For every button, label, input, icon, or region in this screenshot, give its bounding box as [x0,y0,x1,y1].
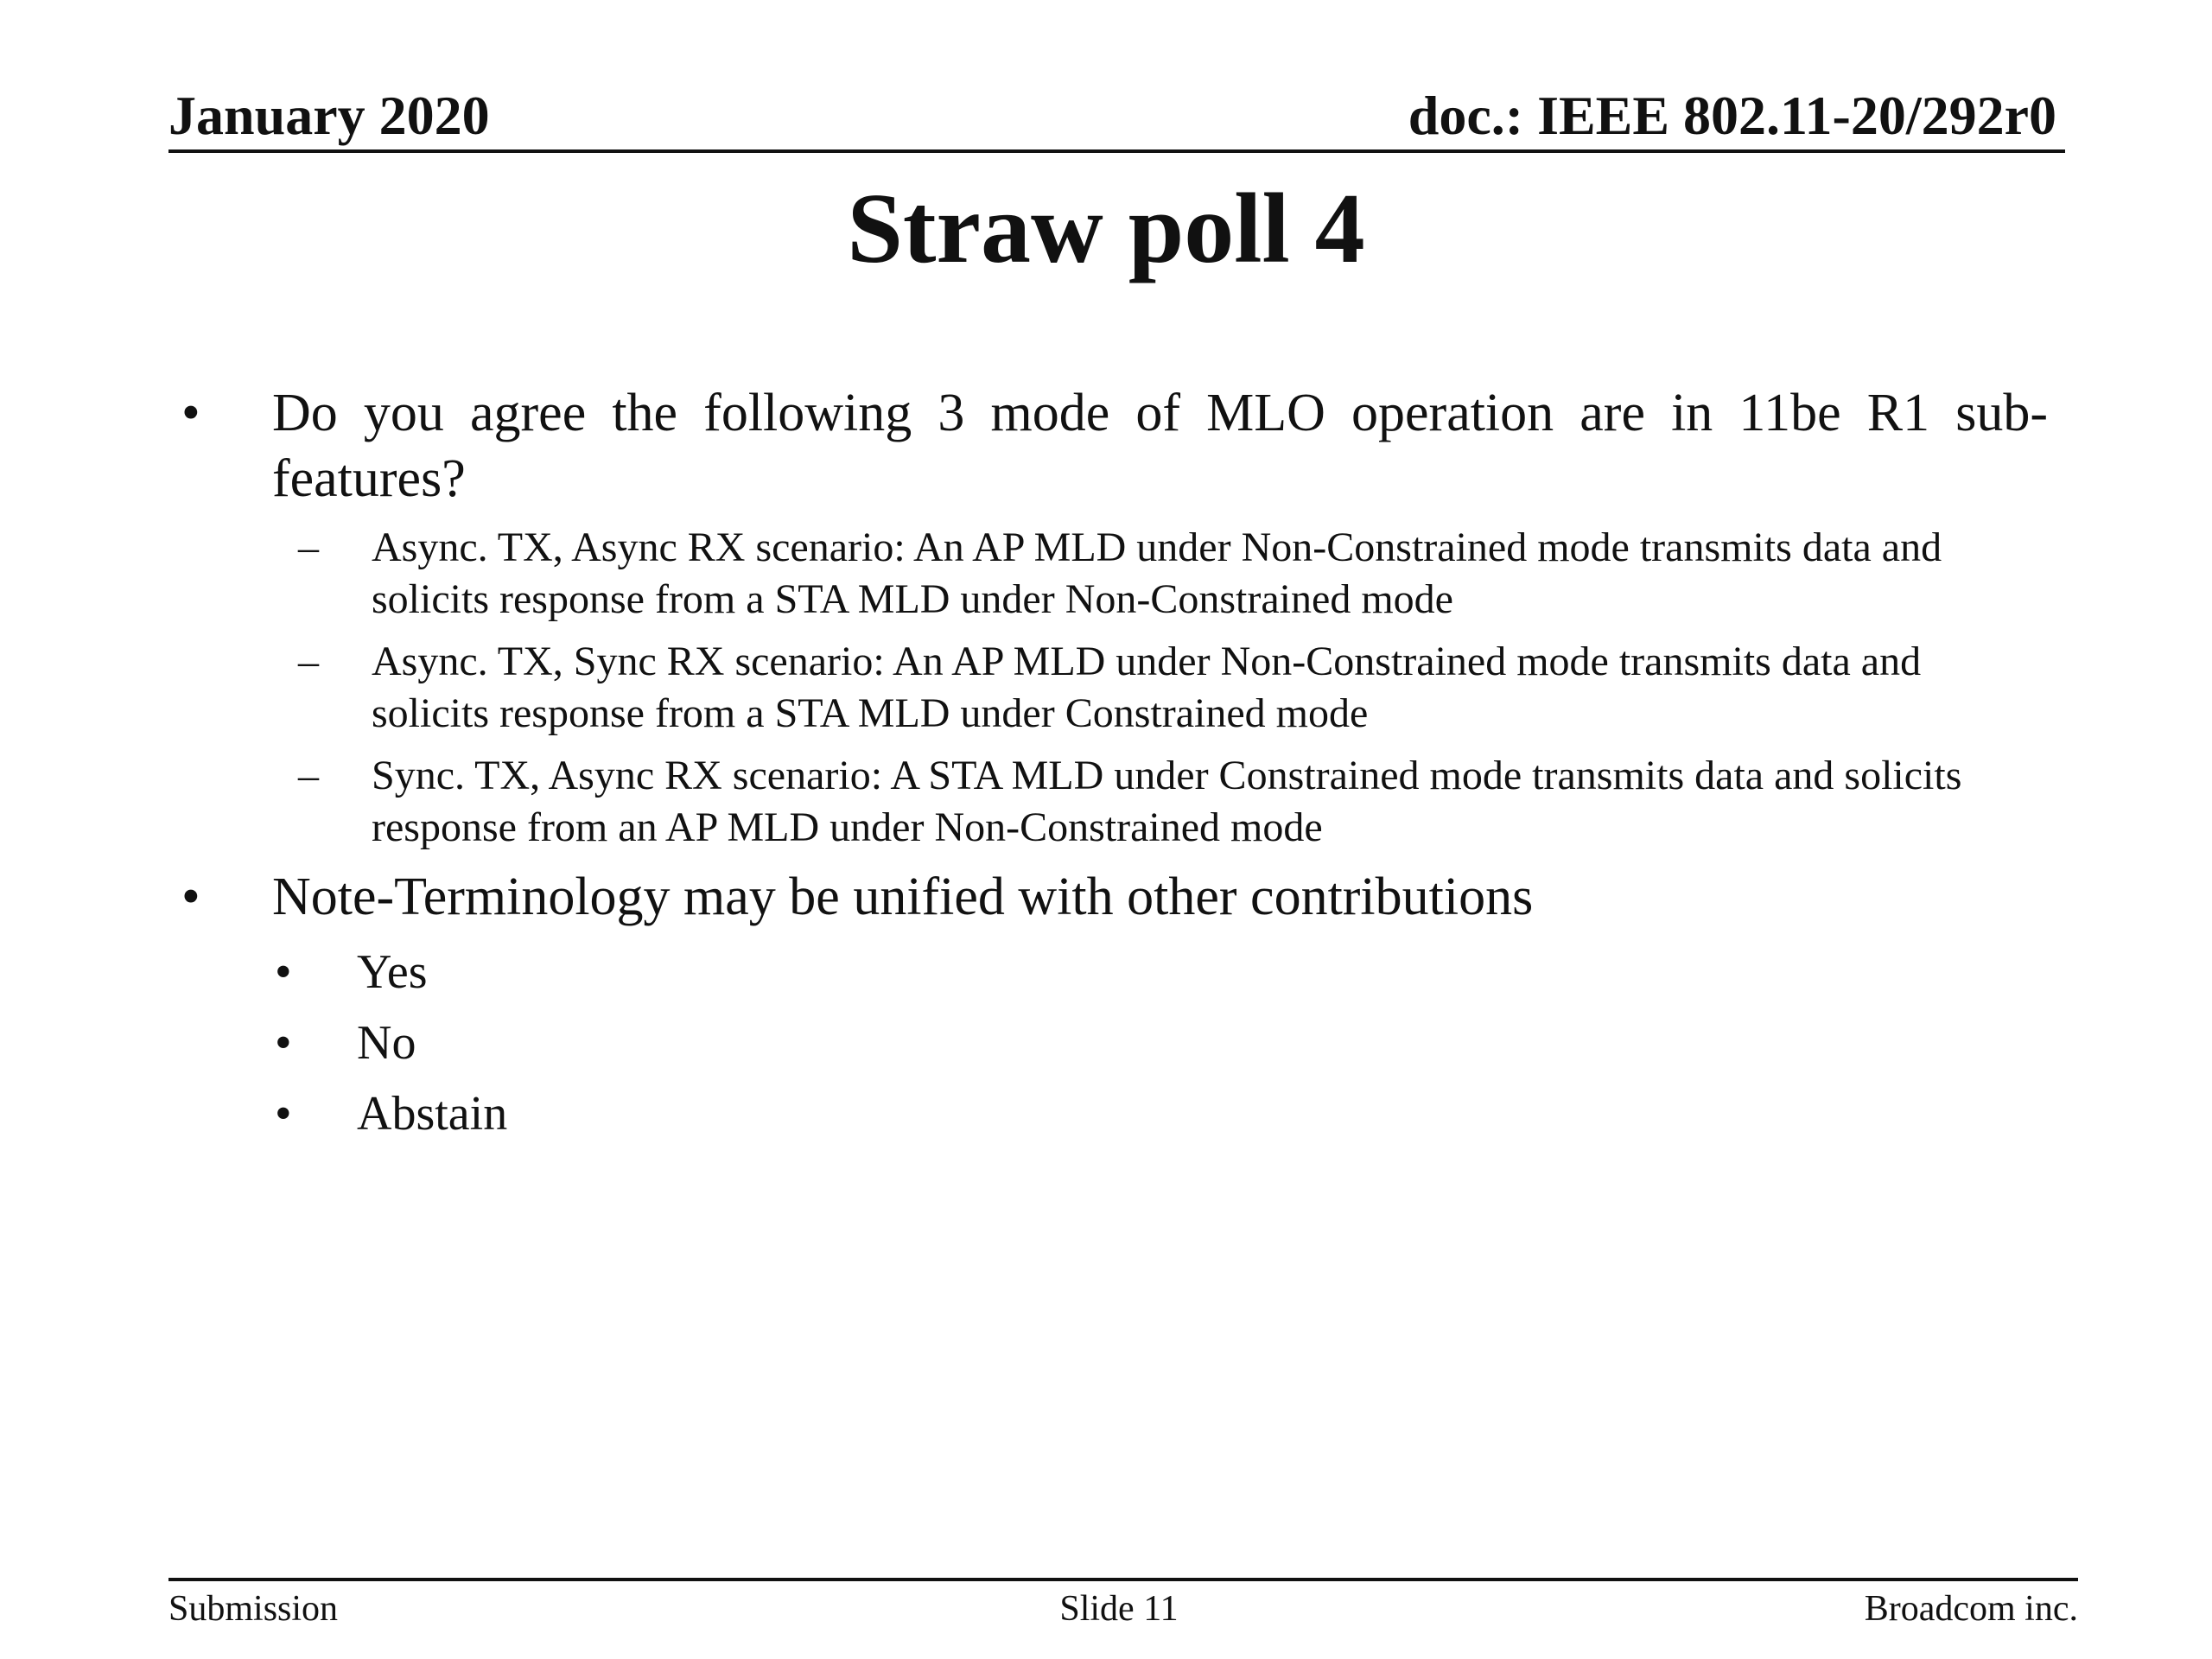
slide-title: Straw poll 4 [847,174,1365,284]
option-label: No [357,1016,416,1070]
sub-item [181,750,2048,854]
slide-body [181,380,2048,1149]
bullet-icon: • [181,384,200,442]
option-label: Yes [357,945,428,999]
question-text: Do you agree the following 3 mode of MLO operation are in 11be R1 sub-features? [272,384,2048,508]
sub-item-text: Async. TX, Async RX scenario: An AP MLD under Non-Constrained mode transmits data and solicits response from a STA MLD under Non-Constrained mode [372,524,1942,622]
sub-item-text: Async. TX, Sync RX scenario: An AP MLD under Non-Constrained mode transmits data and solicits response from a STA MLD under Constrained mode [372,639,1922,736]
option-label: Abstain [357,1087,508,1141]
bullet-icon: • [275,1016,292,1070]
dash-icon: – [298,524,319,570]
question-item [181,380,2048,512]
slide-header [168,82,2065,153]
option-no [181,1007,2048,1078]
dash-icon: – [298,639,319,684]
note-item [181,864,2048,930]
sub-item [181,522,2048,626]
sub-item [181,636,2048,740]
header-document-id: doc.: IEEE 802.11-20/292r0 [1408,85,2056,146]
option-yes [181,937,2048,1007]
footer-slide-number: Slide 11 [1059,1589,1179,1629]
header-date: January 2020 [168,85,490,146]
note-text: Note-Terminology may be unified with other contributions [272,868,1534,926]
dash-icon: – [298,753,319,798]
option-abstain [181,1078,2048,1149]
bullet-icon: • [275,1087,292,1141]
sub-item-text: Sync. TX, Async RX scenario: A STA MLD under Constrained mode transmits data and solicits response from an AP MLD under Non-Constrained mode [372,753,1962,850]
footer-company: Broadcom inc. [1864,1589,2078,1629]
bullet-icon: • [275,945,292,999]
footer-divider [168,1578,2078,1581]
bullet-icon: • [181,868,200,926]
footer-submission: Submission [168,1589,339,1629]
